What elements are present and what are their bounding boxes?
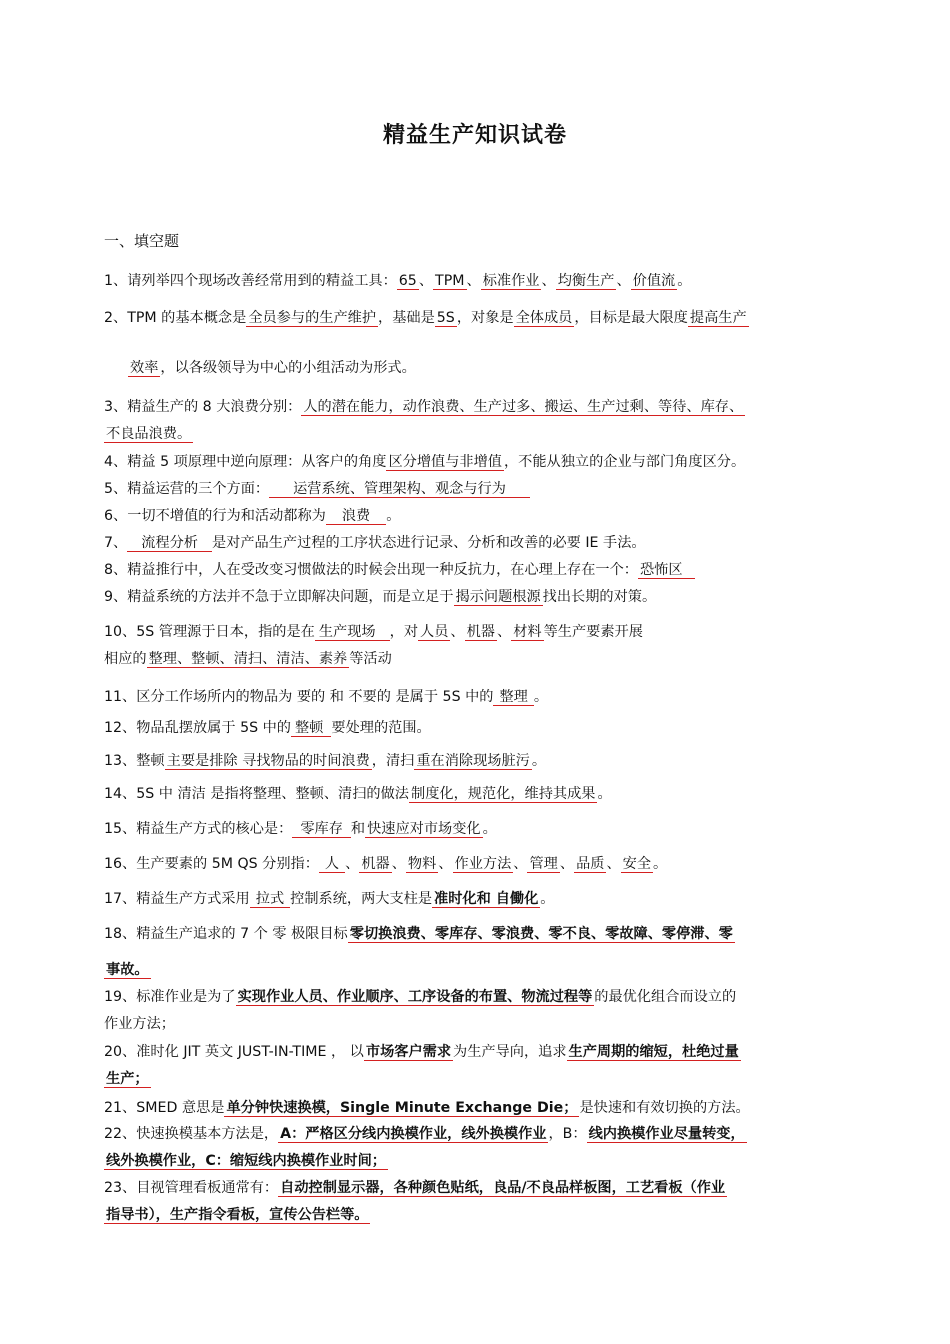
question-15: 15、精益生产方式的核心是： 零库存 和 快速应对市场变化 。 [104, 821, 497, 837]
answer: 全员参与的生产维护 [248, 310, 377, 326]
answer: 整理、整顿、清扫、清洁、素养 [148, 651, 348, 667]
question-4: 4、精益 5 项原理中逆向原理：从客户的角度 区分增值与非增值 ，不能从独立的企业与部门角度区分。 [104, 454, 746, 470]
question-21: 21、SMED 意思是 单分钟快速换模，Single Minute Exchange Die； 是快速和有效切换的方法。 [104, 1100, 750, 1116]
answer: 全体成员 [515, 310, 573, 326]
answer: 均衡生产 [557, 273, 615, 289]
question-5: 5、精益运营的三个方面： 运营系统、管理架构、观念与行为 [104, 475, 844, 503]
answer: 作业方法 [454, 856, 512, 872]
answer: 指导书），生产指令看板，宣传公告栏等。 [106, 1207, 369, 1223]
question-16: 16、生产要素的 5M QS 分别指： 人 、 机器 、 物料 、 作业方法 、 管理 、 品质 、 安全 。 [104, 856, 668, 872]
answer: 整理 [493, 689, 533, 706]
answer: 物料 [407, 856, 437, 872]
answer: 主要是排除 寻找物品的时间浪费 [166, 753, 370, 769]
answer: 效率 [130, 360, 159, 376]
answer: 不良品浪费。 [106, 426, 192, 442]
answer: 机器 [361, 856, 390, 872]
question-17: 17、精益生产方式采用 拉式 控制系统，两大支柱是 准时化和 自働化 。 [104, 891, 555, 907]
question-22: 22、快速换模基本方法是， A：严格区分线内换模作业，线外换模作业 ，B： 线内换模作业尽量转变， 线外换模作业，C：缩短线内换模作业时间； [104, 1126, 745, 1169]
answer: 拉式 [250, 891, 290, 908]
answer: 实现作业人员、作业顺序、工序设备的布置、物流过程等 [237, 989, 593, 1005]
answer: 自动控制显示器，各种颜色贴纸，良品/不良品样板图，工艺看板（作业 [280, 1180, 726, 1196]
answer: 人的潜在能力，动作浪费、生产过多、搬运、生产过剩、等待、库存、 [303, 399, 744, 415]
answer: 浪费 [326, 508, 386, 525]
answer: 准时化和 自働化 [434, 891, 539, 907]
answer: 材料 [513, 624, 542, 640]
answer: 机器 [466, 624, 495, 640]
question-19: 19、标准作业是为了 实现作业人员、作业顺序、工序设备的布置、物流过程等 的最优化组合而设立的 作业方法； [104, 989, 737, 1032]
answer: 揭示问题根源 [455, 589, 541, 605]
page-title: 精益生产知识试卷 [382, 123, 567, 148]
answer: 制度化，规范化，维持其成果 [411, 786, 596, 802]
answer: 生产； [106, 1071, 149, 1087]
answer: 管理 [529, 856, 558, 872]
question-9: 9、精益系统的方法并不急于立即解决问题，而是立足于 揭示问题根源 找出长期的对策。 [104, 589, 657, 605]
answer: 标准作业 [482, 273, 540, 289]
answer: 零库存 [292, 821, 351, 838]
answer: 恐怖区 [638, 562, 695, 579]
answer: 品质 [576, 856, 605, 872]
section-heading: 一、填空题 [104, 232, 180, 250]
answer: 零切换浪费、零库存、零浪费、零不良、零故障、零停滞、零 [349, 926, 733, 942]
question-3: 3、精益生产的 8 大浪费分别： 人的潜在能力，动作浪费、生产过多、搬运、生产过剩、等待、库存、 不良品浪费。 [104, 399, 744, 442]
answer: TPM [435, 273, 465, 289]
question-2-cont: 效率 ，以各级领导为中心的小组活动为形式。 [130, 360, 416, 376]
question-23: 23、目视管理看板通常有： 自动控制显示器，各种颜色贴纸，良品/不良品样板图，工艺看板（作业 指导书），生产指令看板，宣传公告栏等。 [104, 1180, 726, 1223]
answer: 整顿 [291, 720, 331, 737]
answer: 提高生产 [689, 310, 747, 326]
answer: 人员 [420, 624, 449, 640]
answer: 价值流 [632, 273, 676, 289]
question-6: 6、一切不增值的行为和活动都称为 浪费 。 [104, 508, 401, 524]
answer: 单分钟快速换模，Single Minute Exchange Die； [226, 1100, 578, 1116]
answer: 事故。 [106, 962, 149, 978]
question-10: 10、5S 管理源于日本，指的是在 生产现场 ，对 人员 、 机器 、 材料 等生产要素开展 相应的 整理、整顿、清扫、清洁、素养 等活动 [104, 624, 643, 667]
answer: 生产周期的缩短，杜绝过量 [568, 1044, 739, 1060]
answer: 流程分析 [127, 535, 212, 552]
question-18-cont [104, 956, 844, 984]
answer: A：严格区分线内换模作业，线外换模作业 [280, 1126, 547, 1142]
question-12: 12、物品乱摆放属于 5S 中的 整顿 要处理的范围。 [104, 720, 431, 736]
answer: 线内换模作业尽量转变， [588, 1126, 745, 1142]
answer: 运营系统、管理架构、观念与行为 [269, 481, 530, 498]
answer: 安全 [622, 856, 652, 872]
answer: 65 [398, 273, 417, 289]
answer: 人 [319, 856, 345, 873]
question-11: 11、区分工作场所内的物品为 要的 和 不要的 是属于 5S 中的 整理 。 [104, 689, 549, 705]
answer: 生产现场 [315, 624, 390, 641]
question-7: 7、 流程分析 是对产品生产过程的工序状态进行记录、分析和改善的必要 IE 手法。 [104, 535, 646, 551]
answer: 线外换模作业，C：缩短线内换模作业时间； [106, 1153, 386, 1169]
answer: 5S [436, 310, 455, 326]
question-2: 2、TPM 的基本概念是 全员参与的生产维护 ，基础是 5S ，对象是 全体成员 ，目标是最大限度 提高生产 [104, 310, 747, 326]
question-14: 14、5S 中 清洁 是指将整理、整顿、清扫的做法 制度化，规范化，维持其成果 。 [104, 786, 612, 802]
question-13: 13、整顿 主要是排除 寻找物品的时间浪费 ，清扫 重在消除现场脏污 。 [104, 753, 547, 769]
question-1: 1、请列举四个现场改善经常用到的精益工具： 65 、 TPM 、 标准作业 、 均衡生产 、 价值流 。 [104, 273, 692, 289]
question-18: 18、精益生产追求的 7 个 零 极限目标 零切换浪费、零库存、零浪费、零不良、零故障、零停滞、零 [104, 926, 733, 942]
question-20: 20、准时化 JIT 英文 JUST-IN-TIME ， 以 市场客户需求 为生产导向，追求 生产周期的缩短，杜绝过量 生产； [104, 1044, 739, 1087]
answer: 快速应对市场变化 [367, 821, 481, 837]
question-8: 8、精益推行中，人在受改变习惯做法的时候会出现一种反抗力，在心理上存在一个： 恐怖区 [104, 556, 844, 584]
answer: 区分增值与非增值 [388, 454, 502, 470]
answer: 市场客户需求 [365, 1044, 452, 1060]
answer: 重在消除现场脏污 [416, 753, 530, 769]
